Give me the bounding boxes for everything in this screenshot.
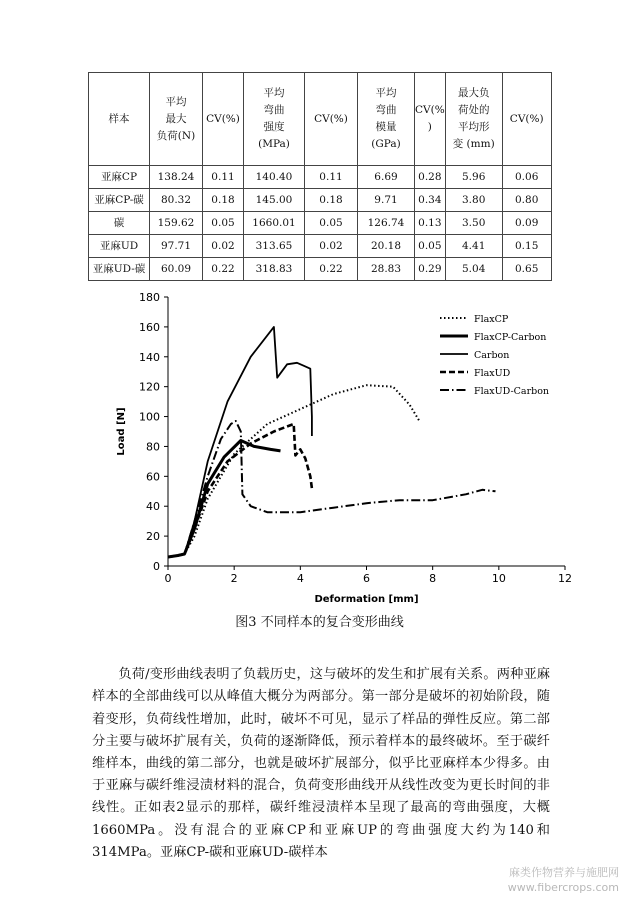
table-cell: 138.24 bbox=[150, 166, 203, 189]
table-cell: 5.04 bbox=[445, 258, 502, 281]
table-cell: 4.41 bbox=[445, 235, 502, 258]
header-cell: CV(%) bbox=[305, 73, 358, 166]
watermark-url: www.fibercrops.com bbox=[507, 881, 619, 894]
header-cell: 最大负 荷处的 平均形 变 (mm) bbox=[445, 73, 502, 166]
table-cell: 126.74 bbox=[358, 212, 415, 235]
figure-caption: 图3 不同样本的复合变形曲线 bbox=[235, 615, 404, 630]
table-row bbox=[89, 189, 552, 212]
table-cell: 3.80 bbox=[445, 189, 502, 212]
table-cell: 0.02 bbox=[203, 235, 244, 258]
x-axis-label: Deformation [mm] bbox=[314, 594, 419, 605]
table-cell: 60.09 bbox=[150, 258, 203, 281]
sample-name-cell: 亚麻CP-碳 bbox=[89, 189, 150, 212]
table-cell: 5.96 bbox=[445, 166, 502, 189]
body-paragraph: 负荷/变形曲线表明了负载历史，这与破坏的发生和扩展有关系。两种亚麻样本的全部曲线可以从峰值大概分为两部分。第一部分是破坏的初始阶段，随着变形，负荷线性增加，此时，破坏不可见，显示了样品的弹性反应。第二部分主要与破坏扩展有关，负荷的逐渐降低，预示着样本的最终破坏。至于碳纤维样本，曲线的第二部分，也就是破坏扩展部分，似乎比亚麻样本少得多。由于亚麻与碳纤维浸渍材料的混合，负荷变形曲线开从线性改变为更长时间的非线性。正如表2显示的那样，碳纤维浸渍样本呈现了最高的弯曲强度，大概1660MPa。没有混合的亚麻CP和亚麻UP的弯曲强度大约为140和314MPa。亚麻CP-碳和亚麻UD-碳样本 bbox=[92, 667, 550, 860]
x-tick-label: 12 bbox=[558, 572, 572, 585]
table-cell: 6.69 bbox=[358, 166, 415, 189]
table-cell: 0.28 bbox=[415, 166, 446, 189]
table-cell: 9.71 bbox=[358, 189, 415, 212]
legend-label: Carbon bbox=[474, 350, 510, 361]
table-cell: 1660.01 bbox=[244, 212, 305, 235]
table-cell: 0.11 bbox=[203, 166, 244, 189]
table-row bbox=[89, 166, 552, 189]
y-tick-label: 100 bbox=[139, 410, 160, 424]
table-cell: 0.80 bbox=[502, 189, 551, 212]
chart-series bbox=[168, 327, 496, 557]
table-cell: 0.65 bbox=[502, 258, 551, 281]
x-tick-label: 2 bbox=[230, 572, 238, 585]
header-cell: CV(%) bbox=[203, 73, 244, 166]
table-cell: 28.83 bbox=[358, 258, 415, 281]
x-tick-label: 0 bbox=[164, 572, 172, 585]
results-table bbox=[88, 72, 552, 281]
header-cell: 平均 最大 负荷(N) bbox=[150, 73, 203, 166]
sample-name-cell: 亚麻UD-碳 bbox=[89, 258, 150, 281]
table-cell: 0.18 bbox=[203, 189, 244, 212]
legend-label: FlaxUD-Carbon bbox=[474, 386, 550, 397]
x-tick-label: 10 bbox=[491, 572, 506, 585]
table-cell: 0.05 bbox=[203, 212, 244, 235]
table-cell: 159.62 bbox=[150, 212, 203, 235]
table-cell: 20.18 bbox=[358, 235, 415, 258]
header-cell: 平均 弯曲 强度 (MPa) bbox=[244, 73, 305, 166]
table-cell: 0.06 bbox=[502, 166, 551, 189]
y-tick-label: 120 bbox=[139, 380, 160, 394]
y-tick-label: 180 bbox=[139, 291, 160, 304]
table-row bbox=[89, 258, 552, 281]
table-cell: 0.09 bbox=[502, 212, 551, 235]
chart-legend bbox=[440, 314, 549, 397]
table-cell: 3.50 bbox=[445, 212, 502, 235]
table-cell: 0.18 bbox=[305, 189, 358, 212]
table-cell: 318.83 bbox=[244, 258, 305, 281]
y-tick-label: 40 bbox=[146, 500, 160, 514]
table-cell: 0.11 bbox=[305, 166, 358, 189]
legend-label: FlaxCP-Carbon bbox=[474, 332, 547, 343]
x-tick-label: 8 bbox=[429, 572, 437, 585]
load-deformation-chart bbox=[100, 283, 580, 608]
table-cell: 0.13 bbox=[415, 212, 446, 235]
table-cell: 97.71 bbox=[150, 235, 203, 258]
table-cell: 0.02 bbox=[305, 235, 358, 258]
sample-name-cell: 亚麻CP bbox=[89, 166, 150, 189]
table-cell: 0.22 bbox=[203, 258, 244, 281]
table-row bbox=[89, 212, 552, 235]
series-line bbox=[168, 421, 496, 557]
sample-name-cell: 碳 bbox=[89, 212, 150, 235]
y-tick-label: 0 bbox=[153, 560, 160, 573]
legend-label: FlaxCP bbox=[474, 314, 509, 325]
header-cell: 样本 bbox=[89, 73, 150, 166]
table-cell: 313.65 bbox=[244, 235, 305, 258]
legend-label: FlaxUD bbox=[474, 368, 511, 379]
table-cell: 0.05 bbox=[305, 212, 358, 235]
header-cell: CV(%) bbox=[502, 73, 551, 166]
watermark-title: 麻类作物营养与施肥网 bbox=[509, 866, 619, 879]
x-tick-label: 6 bbox=[363, 572, 370, 585]
y-tick-label: 60 bbox=[146, 470, 160, 484]
table-cell: 0.34 bbox=[415, 189, 446, 212]
series-line bbox=[168, 441, 281, 558]
y-tick-label: 140 bbox=[139, 350, 160, 364]
y-tick-label: 80 bbox=[146, 440, 160, 454]
header-cell: CV(% ) bbox=[415, 73, 446, 166]
header-cell: 平均 弯曲 模量 (GPa) bbox=[358, 73, 415, 166]
table-cell: 0.05 bbox=[415, 235, 446, 258]
y-tick-label: 20 bbox=[146, 530, 160, 544]
table-row bbox=[89, 235, 552, 258]
table-cell: 0.29 bbox=[415, 258, 446, 281]
sample-name-cell: 亚麻UD bbox=[89, 235, 150, 258]
y-tick-label: 160 bbox=[139, 320, 160, 334]
table-cell: 140.40 bbox=[244, 166, 305, 189]
y-axis-label: Load [N] bbox=[116, 407, 127, 456]
watermark bbox=[508, 865, 619, 895]
table-cell: 0.15 bbox=[502, 235, 551, 258]
x-tick-label: 4 bbox=[296, 572, 304, 585]
table-cell: 80.32 bbox=[150, 189, 203, 212]
table-cell: 0.22 bbox=[305, 258, 358, 281]
table-cell: 145.00 bbox=[244, 189, 305, 212]
table-header-row bbox=[89, 73, 552, 166]
